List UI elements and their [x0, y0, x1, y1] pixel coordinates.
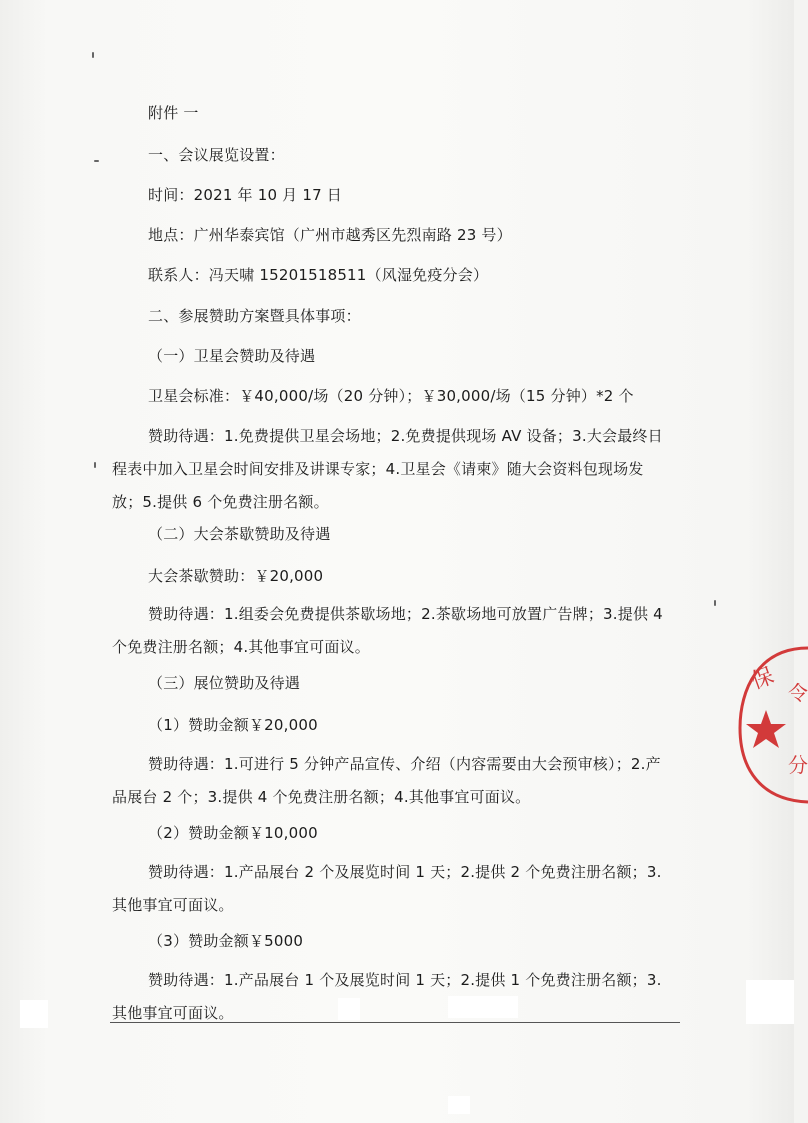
tier1-benefits-text: 赞助待遇：1.可进行 5 分钟产品宣传、介绍（内容需要由大会预审核）；2.产品展台 2 个；3.提供 4 个免费注册名额；4.其他事宜可面议。 — [112, 755, 661, 806]
red-seal-stamp — [738, 640, 808, 810]
stamp-char-2: 令 — [788, 681, 808, 705]
scan-speck — [94, 160, 99, 162]
sub1-benefits — [112, 420, 672, 519]
bottom-rule — [110, 1022, 680, 1023]
sub1-heading: （一）卫星会赞助及待遇 — [148, 347, 316, 365]
scan-speck — [714, 600, 716, 606]
stamp-star-icon — [746, 710, 786, 748]
sub2-heading: （二）大会茶歇赞助及待遇 — [148, 525, 331, 543]
tier1-benefits — [112, 748, 672, 814]
tier3-benefits — [112, 964, 672, 1030]
tier2-benefits — [112, 856, 672, 922]
sub1-standard: 卫星会标准：￥40,000/场（20 分钟）；￥30,000/场（15 分钟）*2 个 — [148, 387, 634, 405]
contact-line: 联系人：冯天啸 15201518511（风湿免疫分会） — [148, 266, 489, 284]
redaction-block — [448, 1096, 470, 1114]
redaction-block — [746, 980, 794, 1024]
stamp-char-3: 分 — [788, 753, 808, 777]
time-line: 时间：2021 年 10 月 17 日 — [148, 186, 342, 204]
redaction-block — [20, 1000, 48, 1028]
sub3-heading: （三）展位赞助及待遇 — [148, 674, 301, 692]
sub1-benefits-text: 赞助待遇：1.免费提供卫星会场地；2.免费提供现场 AV 设备；3.大会最终日程表中加入卫星会时间安排及讲课专家；4.卫星会《请柬》随大会资料包现场发放；5.提供 6 个免费注册名额。 — [112, 427, 663, 511]
tier3-benefits-text: 赞助待遇：1.产品展台 1 个及展览时间 1 天；2.提供 1 个免费注册名额；3.其他事宜可面议。 — [112, 971, 662, 1022]
scan-speck — [94, 462, 96, 468]
redaction-block — [338, 998, 360, 1020]
tier2-amount: （2）赞助金额￥10,000 — [148, 824, 318, 842]
tier1-amount: （1）赞助金额￥20,000 — [148, 716, 318, 734]
sub2-benefits-text: 赞助待遇：1.组委会免费提供茶歇场地；2.茶歇场地可放置广告牌；3.提供 4 个免费注册名额；4.其他事宜可面议。 — [112, 605, 663, 656]
sub2-benefits — [112, 598, 672, 664]
redaction-block — [448, 996, 518, 1018]
venue-line: 地点：广州华泰宾馆（广州市越秀区先烈南路 23 号） — [148, 226, 512, 244]
scan-speck — [92, 52, 94, 58]
tier2-benefits-text: 赞助待遇：1.产品展台 2 个及展览时间 1 天；2.提供 2 个免费注册名额；3.其他事宜可面议。 — [112, 863, 662, 914]
tier3-amount: （3）赞助金额￥5000 — [148, 932, 304, 950]
section2-heading: 二、参展赞助方案暨具体事项： — [148, 307, 361, 325]
sub2-amount: 大会茶歇赞助：￥20,000 — [148, 567, 324, 585]
attachment-title: 附件 一 — [148, 104, 199, 122]
stamp-char-1: 保 — [748, 663, 778, 695]
section1-heading: 一、会议展览设置： — [148, 146, 285, 164]
